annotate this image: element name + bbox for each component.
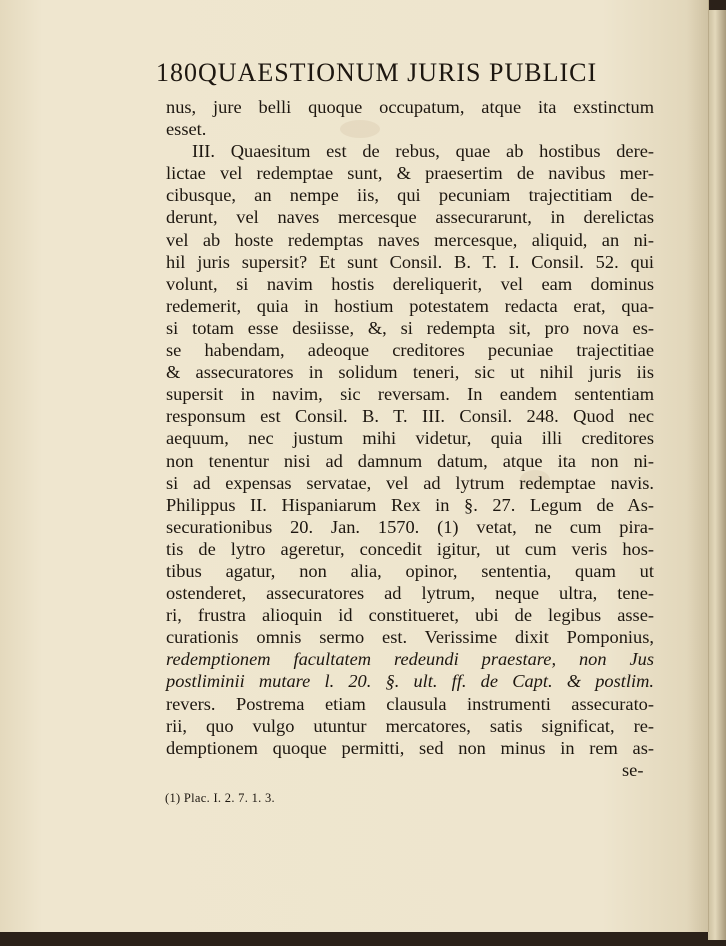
page-body	[166, 96, 654, 759]
text-line: & assecuratores in solidum teneri, sic ut nihil juris iis	[166, 362, 654, 383]
text-line: cibusque, an nempe iis, qui pecuniam trajectitiam de-	[166, 185, 654, 206]
text-line: ri, frustra alioquin id constitueret, ubi de legibus asse-	[166, 605, 654, 626]
text-line: redemerit, quia in hostium potestatem redacta erat, qua-	[166, 295, 654, 316]
text-line: tibus agatur, non alia, opinor, sententia, quam ut	[166, 560, 654, 581]
running-header	[156, 58, 626, 90]
text-line: si ad expensas servatae, vel ad lytrum redemptae navis.	[166, 472, 654, 493]
text-line: Philippus II. Hispaniarum Rex in §. 27. Legum de As-	[166, 494, 654, 515]
text-line: aequum, nec justum mihi videtur, quia illi creditores	[166, 428, 654, 449]
text-line: derunt, vel naves mercesque assecurarunt, in derelictas	[166, 207, 654, 228]
text-line: non tenentur nisi ad damnum datum, atque ita non ni-	[166, 450, 654, 471]
text-line: responsum est Consil. B. T. III. Consil. 248. Quod nec	[166, 406, 654, 427]
text-line: securationibus 20. Jan. 1570. (1) vetat, ne cum pira-	[166, 516, 654, 537]
page-number: 180	[156, 58, 198, 87]
text-line: revers. Postrema etiam clausula instrumenti assecurato-	[166, 693, 654, 714]
text-line: esset.	[166, 119, 207, 140]
catchword: se-	[622, 760, 644, 780]
text-line: tis de lytro ageretur, concedit igitur, ut cum veris hos-	[166, 538, 654, 559]
text-line: ostenderet, assecuratores ad lytrum, neque ultra, tene-	[166, 583, 654, 604]
text-line: nus, jure belli quoque occupatum, atque ita exstinctum	[166, 97, 654, 117]
text-line: lictae vel redemptae sunt, & praesertim de navibus mer-	[166, 163, 654, 184]
text-line: rii, quo vulgo utuntur mercatores, satis significat, re-	[166, 715, 654, 736]
text-line: III. Quaesitum est de rebus, quae ab hostibus dere-	[192, 141, 654, 162]
text-line: si totam esse desiisse, &, si redempta sit, pro nova es-	[166, 317, 654, 338]
text-line: se habendam, adeoque creditores pecuniae trajectitiae	[166, 340, 654, 361]
text-line-italic: redemptionem facultatem redeundi praestare, non Jus	[166, 649, 654, 670]
text-line: demptionem quoque permitti, sed non minus in rem as-	[166, 737, 654, 758]
text-line: hil juris supersit? Et sunt Consil. B. T. I. Consil. 52. qui	[166, 251, 654, 272]
footnote: (1) Plac. I. 2. 7. 1. 3.	[165, 791, 275, 805]
running-head: QUAESTIONUM JURIS PUBLICI	[198, 58, 598, 87]
text-line: vel ab hoste redemptas naves mercesque, aliquid, an ni-	[166, 229, 654, 250]
text-line-italic: postliminii mutare l. 20. §. ult. ff. de Capt. & postlim.	[166, 671, 654, 692]
text-line: supersit in navim, sic reversam. In eandem sententiam	[166, 384, 654, 405]
text-line: volunt, si navim hostis dereliquerit, vel eam dominus	[166, 273, 654, 294]
page-edge	[708, 10, 726, 940]
text-line: curationis omnis sermo est. Verissime dixit Pomponius,	[166, 627, 654, 648]
